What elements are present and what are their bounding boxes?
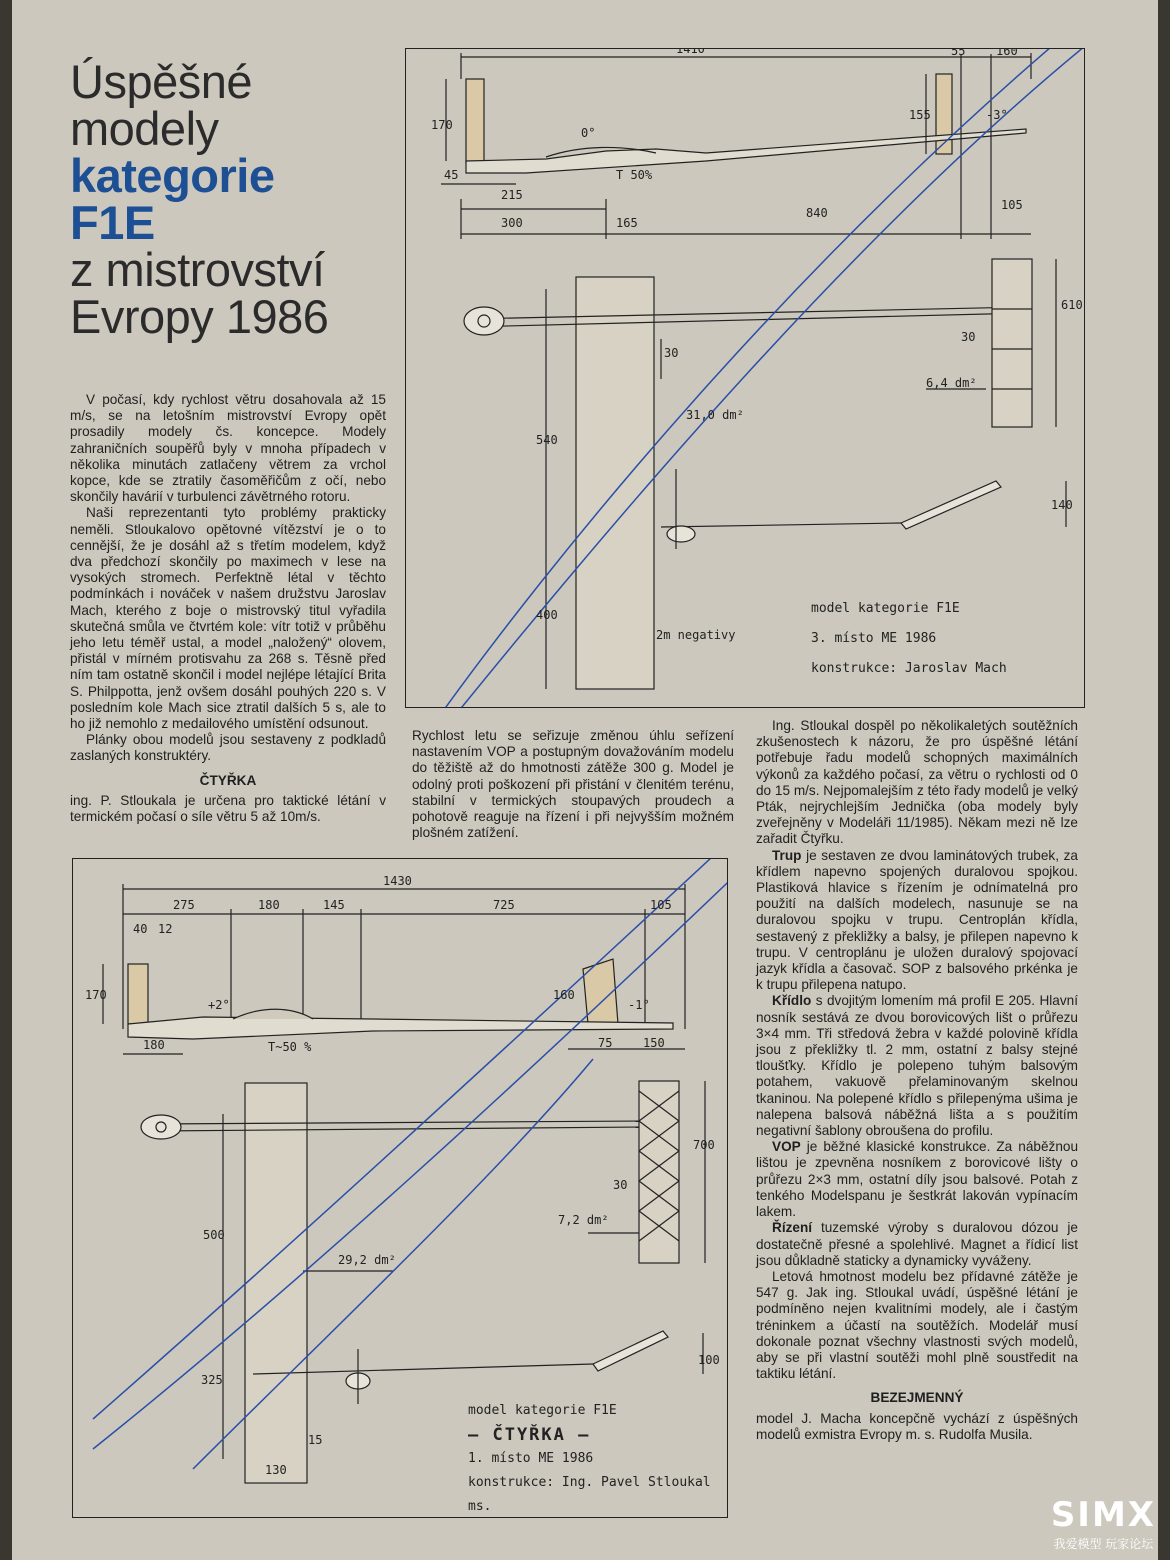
headline	[70, 55, 400, 343]
section-heading-bezejmenny: BEZEJMENNÝ	[870, 1390, 964, 1406]
dim-500: 500	[203, 1228, 225, 1242]
area-tail: 6,4 dm²	[926, 376, 977, 390]
headline-line-1: Úspěšné	[70, 55, 252, 108]
caption-mach-place: 3. místo ME 1986	[811, 631, 937, 646]
text-rizeni: tuzemské výroby s duralovou dózou je dostatečně přesné a spolehlivé. Magnet a řídicí list jsou důkladně staticky a dynamicky vyváženy.	[756, 1220, 1078, 1268]
dim-180-nose: 180	[143, 1038, 165, 1052]
headline-line-4: F1E	[70, 196, 155, 249]
middle-column	[412, 728, 734, 841]
dim-75: 75	[598, 1036, 613, 1050]
intro-paragraph-4: ing. P. Stloukala je určena pro taktické létání v termickém počasí o síle větru 5 až 10m/s.	[70, 792, 386, 825]
dim-170: 170	[85, 988, 107, 1002]
dim-180: 180	[258, 898, 280, 912]
dim-160: 160	[553, 988, 575, 1002]
dim-30-tail: 30	[961, 330, 976, 344]
dim-725: 725	[493, 898, 515, 912]
caption-mach-title: model kategorie F1E	[811, 601, 960, 616]
dim-100: 100	[698, 1353, 720, 1367]
dim-30-wing: 30	[664, 346, 679, 360]
middle-paragraph-1: Rychlost letu se seřizuje změnou úhlu seřízení nastavením VOP a postupným dovažováním modelu do těžiště až do hmotnosti zátěže 300 g. Model je odolný proti poškození při přistání v členitém terénu, stabilní v termických stoupavých proudech a pohotově reaguje na řízení i při nejvyšším možném plošném zatížení.	[412, 728, 734, 841]
cg-50: T 50%	[616, 168, 653, 182]
lead-kridlo: Křídlo	[772, 993, 812, 1009]
section-heading-ctyrka: ČTYŘKA	[199, 772, 257, 788]
dim-400: 400	[536, 608, 558, 622]
cg-50: T~50 %	[268, 1040, 312, 1054]
dim-45: 45	[444, 168, 459, 182]
caption-ctyrka-title: model kategorie F1E	[468, 1403, 617, 1418]
dim-105: 105	[650, 898, 672, 912]
dim-15: 15	[308, 1433, 323, 1447]
watermark	[1051, 1495, 1156, 1552]
dim-140: 140	[1051, 498, 1073, 512]
lead-trup: Trup	[772, 847, 802, 863]
angle-plus2: +2°	[208, 998, 230, 1012]
area-tail: 7,2 dm²	[558, 1213, 609, 1227]
dim-160: 160	[996, 49, 1018, 58]
dim-130: 130	[265, 1463, 287, 1477]
intro-paragraph-3: Plánky obou modelů jsou sestaveny z podkladů zaslaných konstruktéry.	[70, 732, 386, 764]
dim-165: 165	[616, 216, 638, 230]
text-trup: je sestaven ze dvou laminátových trubek, za křídlem napevno spojených duralovou spojkou. Plastiková hlavice s řízením je odnímatelná pro použití na dalších modelech, nasunuje se na duralovou spojku v trupu. Centroplán křídla, sestavený z překližky a balsy, je přilepen napevno k trupu. V centroplánu je uložen duralový spojovací jazyk křídla a časovač. SOP z balsového prkénka je k trupu přilepena natupo.	[756, 847, 1078, 993]
area-wing: 29,2 dm²	[338, 1253, 396, 1267]
drawing-caption-ctyrka	[468, 1399, 727, 1519]
area-wing: 31,0 dm²	[686, 408, 744, 422]
right-column	[756, 718, 1078, 1443]
label-negativy: 2m negativy	[656, 628, 736, 642]
lead-rizeni: Řízení	[772, 1220, 813, 1236]
headline-line-3: kategorie	[70, 149, 275, 202]
dim-30: 30	[613, 1178, 628, 1192]
caption-ctyrka-designer: konstrukce: Ing. Pavel Stloukal ms.	[468, 1475, 711, 1514]
dim-215: 215	[501, 188, 523, 202]
dim-105: 105	[1001, 198, 1023, 212]
dim-155: 155	[909, 108, 931, 122]
caption-ctyrka-name: — ČTYŘKA —	[468, 1425, 591, 1445]
dim-150: 150	[643, 1036, 665, 1050]
dim-300: 300	[501, 216, 523, 230]
drawing-box-mach	[405, 48, 1085, 708]
right-paragraph-1: Ing. Stloukal dospěl po několikaletých soutěžních zkušenostech k názoru, že pro úspěšné létání potřebuje řadu modelů schopných maximálních výkonů za každého počasí, za větru o rychlosti od 0 do 15 m/s. Nejpomalejším z této řady modelů je velký Pták, nejrychlejším Jednička (oba modely byly zveřejněny v Modeláři 11/1985). Někam mezi ně lze zařadit Čtyřku.	[756, 718, 1078, 847]
dim-12: 12	[158, 922, 173, 936]
lead-vop: VOP	[772, 1139, 801, 1155]
dim-145: 145	[323, 898, 345, 912]
dim-610: 610	[1061, 298, 1083, 312]
angle-minus1: -1°	[628, 998, 650, 1012]
caption-ctyrka-place: 1. místo ME 1986	[468, 1451, 594, 1466]
headline-line-5: z mistrovství	[70, 243, 325, 296]
drawing-box-ctyrka	[72, 858, 728, 1518]
dim-1410: 1410	[676, 49, 705, 56]
drawing-caption-mach	[811, 594, 1007, 684]
watermark-subtitle: 我爱模型 玩家论坛	[1053, 1537, 1154, 1551]
caption-mach-designer: konstrukce: Jaroslav Mach	[811, 661, 1007, 676]
dim-1430: 1430	[383, 874, 412, 888]
intro-paragraph-2: Naši reprezentanti tyto problémy prakticky neměli. Stloukalovo opětovné vítězství je o to cennější, že je dosáhl až s třetím modelem, když dva předchozí skončily po maximech v lese na vysokých stromech. Perfektně létal v těchto podmínkách i nováček v našem družstvu Jaroslav Mach, kterého z boje o mistrovský titul vyřadila skutečná smůla ve čtvrtém kole: vítr totiž v průběhu jeho letu téměř ustal, a model „naložený“ olovem, přistál v mírném protisvahu za 268 s. Těsně před ním tam ostatně skončil i model nejlépe létající Brita S. Philppotta, jenž ovšem dosáhl pouhých 220 s. V posledním kole Mach sice ztratil dalších 5 s, ale to ho již nemohlo z medailového umístění odsunout.	[70, 505, 386, 732]
dim-325: 325	[201, 1373, 223, 1387]
intro-column	[70, 392, 386, 825]
text-vop: je běžné klasické konstrukce. Za náběžnou lištou je zpevněna nosníkem z borovicové lišty o průřezu 2×3 mm, ostatní díly jsou balsové. Potah z tenkého Modelspanu je šestkrát lakován vypínacím lakem.	[756, 1139, 1078, 1220]
dim-540: 540	[536, 433, 558, 447]
intro-paragraph-1: V počasí, kdy rychlost větru dosahovala až 15 m/s, se na letošním mistrovství Evropy opět prosadily modely čs. koncepce. Modely zahraničních soupěřů byly v mnoha případech v několika minutách zatlačeny větrem za vrchol kopce, kde se ztratily časoměřičům z očí, nebo skončily havárií v turbulenci závětrného rotoru.	[70, 392, 386, 505]
angle-0: 0°	[581, 126, 596, 140]
dim-275: 275	[173, 898, 195, 912]
angle-3: -3°	[986, 108, 1008, 122]
dim-840: 840	[806, 206, 828, 220]
watermark-logo: SIMX	[1050, 1495, 1156, 1535]
headline-line-2: modely	[70, 102, 219, 155]
right-paragraph-end: model J. Macha koncepčně vychází z úspěšných modelů exmistra Evropy m. s. Rudolfa Musila.	[756, 1410, 1078, 1442]
headline-line-6: Evropy 1986	[70, 290, 329, 343]
right-paragraph-last: Letová hmotnost modelu bez přídavné zátěže je 547 g. Jak ing. Stloukal uvádí, úspěšné létání je podmíněno nejen kvalitními modely, ale i častým tréninkem a účastí na soutěžích. Modelář musí dokonale poznat všechny vlastnosti svých modelů, aby se při vlastní soutěži mohl plně soustředit na taktiku létání.	[756, 1268, 1078, 1382]
dim-700: 700	[693, 1138, 715, 1152]
dim-55: 55	[951, 49, 966, 58]
magazine-page	[12, 0, 1158, 1560]
text-kridlo: s dvojitým lomením má profil E 205. Hlavní nosník sestává ze dvou borovicových lišt o průřezu 3×4 mm. Tři středová žebra v každé polovině křídla jsou z překližky tl. 2 mm, ostatní z balsy stejné tloušťky. Křídlo je polepeno tuhým balsovým potahem, vakuově přelaminovaným skelnou tkaninou. Na polepené křídlo s přilepenýma ušima je nalepena balsová náběžná lišta a s použitím negativní šablony obroušena do profilu.	[756, 993, 1078, 1139]
dim-170: 170	[431, 118, 453, 132]
dim-40: 40	[133, 922, 148, 936]
